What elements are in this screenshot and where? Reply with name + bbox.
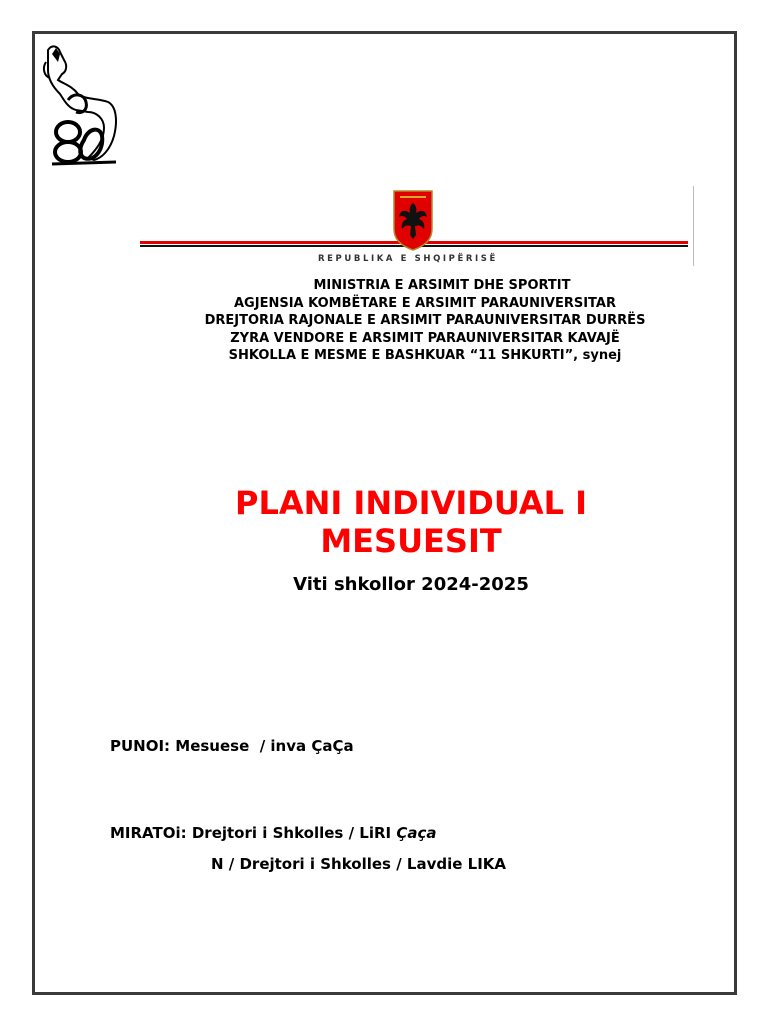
- title-line-1: PLANI INDIVIDUAL I: [234, 484, 588, 522]
- agency-line: AGJENSIA KOMBËTARE E ARSIMIT PARAUNIVERSITAR: [234, 295, 616, 311]
- republic-emblem-header: [140, 186, 696, 266]
- title-line-2: MESUESIT: [320, 522, 502, 560]
- vertical-divider: [693, 186, 694, 266]
- approved-by-surname: Çaça: [396, 824, 437, 842]
- approved-by-line-1: [110, 824, 437, 842]
- prepared-by: PUNOI: Mesuese / inva ÇaÇa: [110, 737, 354, 755]
- school-line: SHKOLLA E MESME E BASHKUAR “11 SHKURTI”, synej: [228, 348, 622, 363]
- republic-caption: REPUBLIKA E SHQIPËRISË: [318, 254, 498, 264]
- regional-directorate-line: DREJTORIA RAJONALE E ARSIMIT PARAUNIVERSITAR DURRËS: [204, 313, 646, 328]
- school-80-anniversary-logo-icon: [38, 40, 124, 168]
- school-year: Viti shkollor 2024-2025: [293, 574, 529, 595]
- local-office-line: ZYRA VENDORE E ARSIMIT PARAUNIVERSITAR KAVAJË: [230, 330, 620, 346]
- albanian-coat-of-arms-icon: [392, 189, 434, 251]
- approved-by-line-2: N / Drejtori i Shkolles / Lavdie LIKA: [211, 855, 507, 873]
- document-title: [130, 484, 692, 560]
- approved-by-prefix: MIRATOi: Drejtori i Shkolles / LiRI: [110, 824, 397, 842]
- institution-header: [150, 277, 700, 365]
- ministry-line: MINISTRIA E ARSIMIT DHE SPORTIT: [313, 278, 571, 293]
